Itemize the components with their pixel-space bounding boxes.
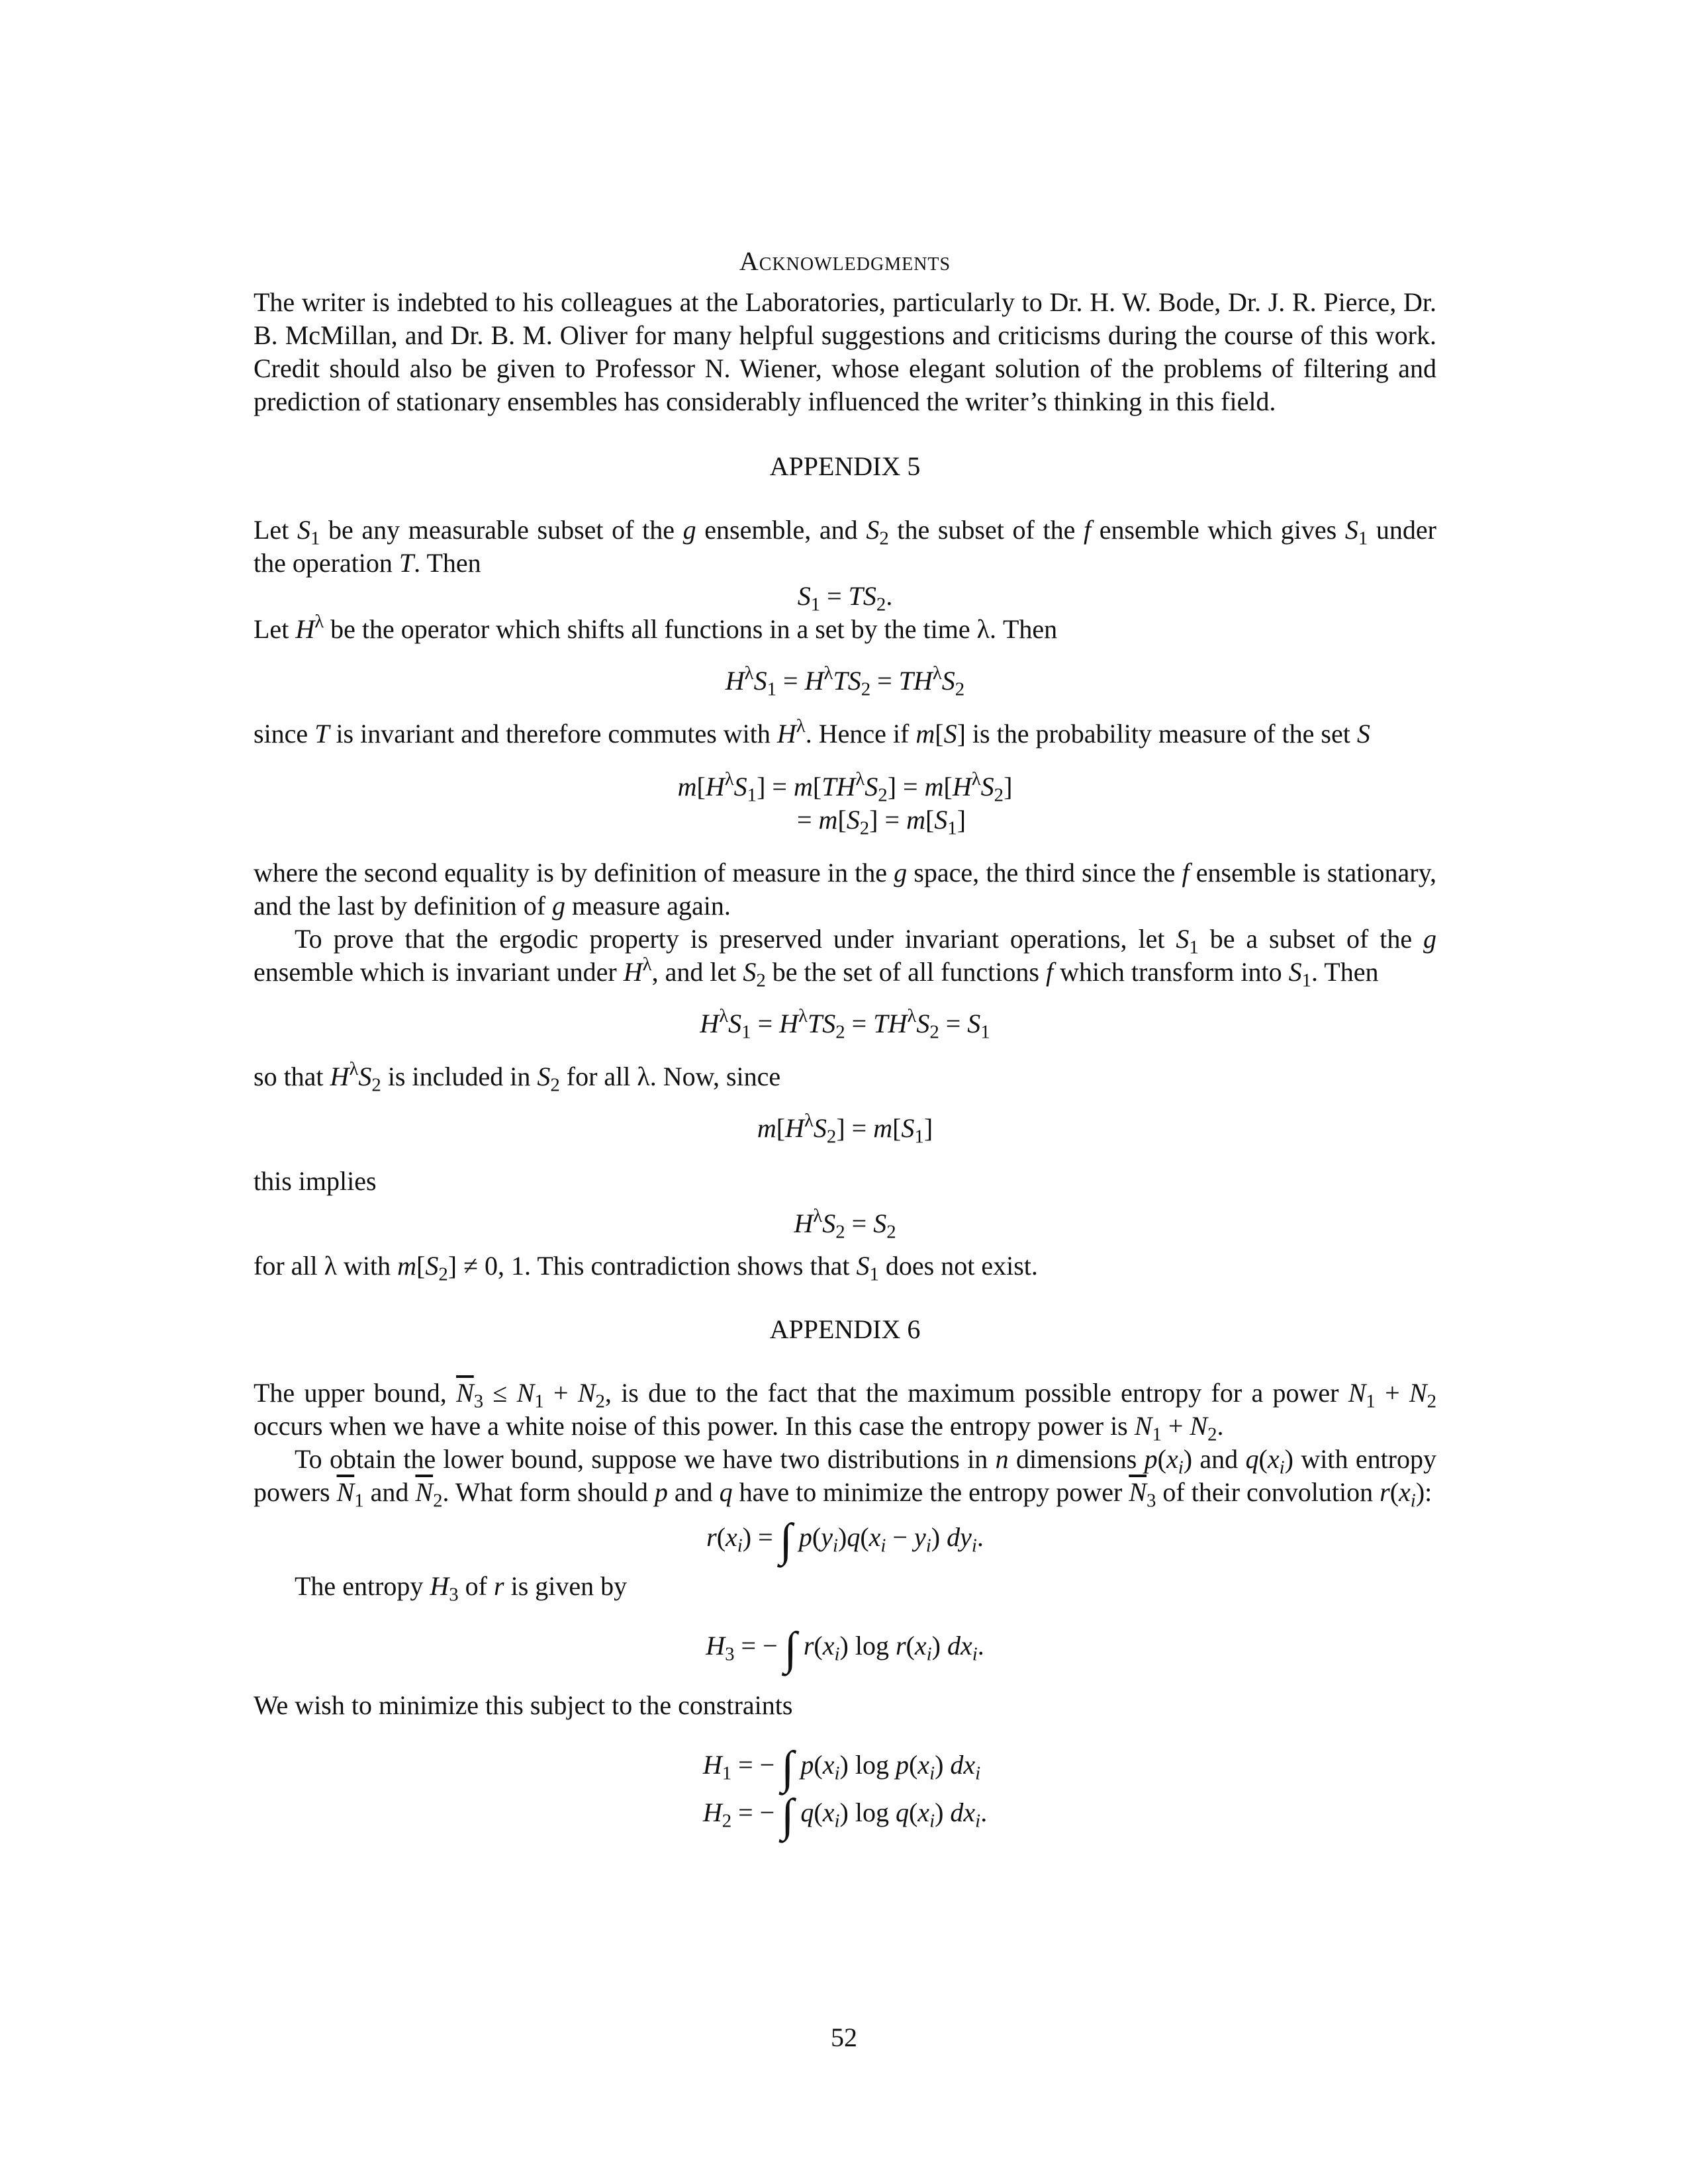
appendix-5-paragraph-2: Let $H^\lambda$ be the operator which shifts all functions in a set by the time λ. Then: [254, 611, 1058, 644]
appendix-5-paragraph-1: Let $S_1$ be any measurable subset of the g ensemble, and $S_2$ the subset of the f ensemble which gives $S_1$ under the operation T. Then: [254, 515, 1436, 578]
acknowledgments-paragraph: The writer is indebted to his colleagues at the Laboratories, particularly to Dr. H. W. Bode, Dr. J. R. Pierce, Dr. B. McMillan, and Dr. B. M. Oliver for many helpful suggestions and criticisms during the course of this work. Credit should also be given to Professor N. Wiener, whose elegant solution of the problems of filtering and prediction of stationary ensembles has considerably influenced the writer’s thinking in this field.: [254, 287, 1436, 416]
equation-s1-ts2: $S_1 = TS_2$.: [797, 581, 893, 615]
equation-measure-1: $m[H^\lambda S_1] = m[TH^\lambda S_2] = m[H^\lambda S_2]$: [677, 768, 1013, 806]
equation-h3: $H_3$ = − ∫ $r(x_i)$ $\log r(x_i)$ $dx_i$.: [706, 1623, 984, 1674]
appendix-5-paragraph-5: To prove that the ergodic property is preserved under invariant operations, let $S_1$ be a subset of the g ensemble which is invariant under $H^\lambda$, and let $S_2$ be the set of all functions f which transform into $S_1$. Then: [254, 924, 1436, 991]
equation-measure-2: = $m[S_2] = m[S_1]$: [796, 805, 966, 839]
appendix-6-paragraph-1: The upper bound, $\overline{N}_3 \le N_1 + N_2$, is due to the fact that the maximum possible entropy for a power $N_1 + N_2$ occurs when we have a white noise of this power. In this case the entropy power is $N_1 + N_2$.: [254, 1378, 1436, 1445]
equation-implies: $H^\lambda S_2 = S_2$: [794, 1205, 896, 1243]
appendix-6-paragraph-2: To obtain the lower bound, suppose we have two distributions in n dimensions $p(x_i)$ and $q(x_i)$ with entropy powers $\overline{N}_1$ and $\overline{N}_2$. What form should p and q have to minimize the entropy power $\overline{N}_3$ of their convolution $r(x_i)$:: [254, 1444, 1437, 1512]
appendix-6-paragraph-4: We wish to minimize this subject to the constraints: [254, 1690, 793, 1720]
equation-shift-commute: $H^\lambda S_1 = H^\lambda TS_2 = TH^\lambda S_2$: [725, 662, 965, 700]
equation-convolution: $r(x_i)$ = ∫ $p(y_i)q(x_i - y_i)$ $dy_i$.: [706, 1515, 984, 1566]
equation-h1: $H_1$ = − ∫ $p(x_i)$ $\log p(x_i)$ $dx_i$: [702, 1743, 981, 1794]
equation-measure-3: $m[H^\lambda S_2] = m[S_1]$: [757, 1110, 933, 1148]
appendix-5-paragraph-3: since T is invariant and therefore commutes with $H^\lambda$. Hence if m[S] is the probability measure of the set S: [254, 715, 1370, 749]
appendix-6-heading: APPENDIX 6: [769, 1314, 921, 1344]
acknowledgments-heading: Acknowledgments: [739, 246, 951, 276]
page-content: [254, 245, 1437, 1841]
appendix-6-paragraph-3: The entropy $H_3$ of r is given by: [295, 1571, 628, 1606]
equation-invariant: $H^\lambda S_1 = H^\lambda TS_2 = TH^\lambda S_2 = S_1$: [700, 1005, 990, 1043]
appendix-5-paragraph-4: where the second equality is by definition of measure in the g space, the third since the f ensemble is stationary, and the last by definition of g measure again.: [254, 858, 1436, 921]
page-number: 52: [831, 2023, 857, 2052]
equation-h2: $H_2$ = − ∫ $q(x_i)$ $\log q(x_i)$ $dx_i$.: [702, 1790, 988, 1841]
appendix-5-paragraph-8: for all λ with $m[S_2] \ne 0$, 1. This contradiction shows that $S_1$ does not exist.: [254, 1251, 1038, 1285]
appendix-5-paragraph-6: so that $H^\lambda S_2$ is included in $S_2$ for all λ. Now, since: [254, 1058, 781, 1096]
appendix-5-heading: APPENDIX 5: [769, 451, 921, 481]
appendix-5-paragraph-7: this implies: [254, 1166, 377, 1196]
